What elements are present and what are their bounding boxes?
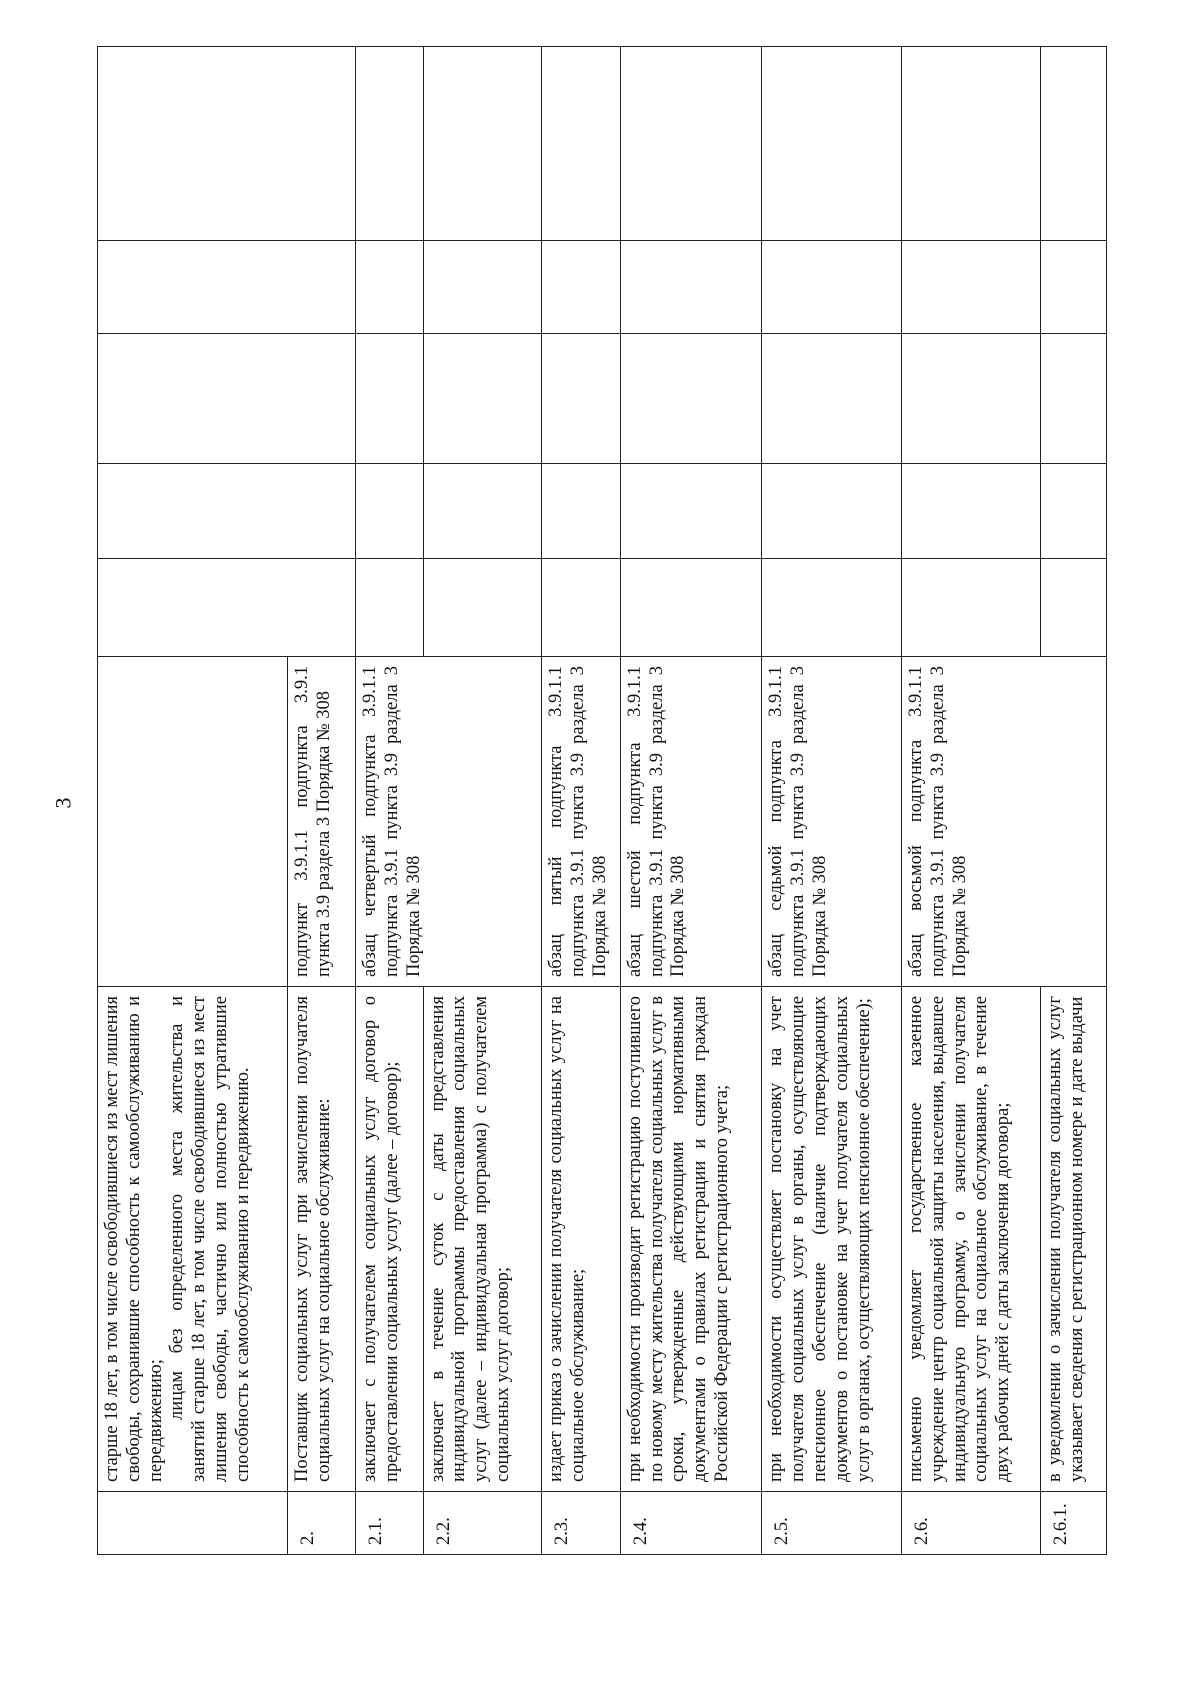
answer-cell bbox=[762, 464, 902, 559]
answer-cell bbox=[1041, 334, 1107, 464]
answer-cell bbox=[620, 334, 762, 464]
answer-cell bbox=[901, 464, 1041, 559]
row-number: 2.6. bbox=[901, 1492, 1041, 1555]
requirement-text bbox=[288, 987, 356, 1492]
row-number: 2.5. bbox=[762, 1492, 902, 1555]
answer-cell bbox=[541, 464, 620, 559]
reference-cell bbox=[620, 657, 762, 987]
requirement-paragraph: заключает с получателем социальных услуг договор о предоставлении социальных услуг (далее – договор); bbox=[359, 996, 402, 1482]
reference-text: абзац четвертый подпункта 3.9.1.1 подпункта 3.9.1 пункта 3.9 раздела 3 Порядка № 308 bbox=[359, 666, 424, 977]
answer-cell bbox=[901, 241, 1041, 334]
reference-cell bbox=[541, 657, 620, 987]
answer-cell bbox=[355, 241, 423, 334]
requirement-text bbox=[423, 987, 541, 1492]
reference-cell bbox=[355, 657, 541, 987]
answer-cell bbox=[762, 241, 902, 334]
answer-cell bbox=[620, 241, 762, 334]
row-number: 2.1. bbox=[355, 1492, 423, 1555]
requirement-text bbox=[541, 987, 620, 1492]
notes-cell bbox=[98, 47, 356, 241]
row-number: 2.6.1. bbox=[1041, 1492, 1107, 1555]
answer-cell bbox=[541, 559, 620, 657]
table-row bbox=[901, 47, 1041, 1555]
row-number bbox=[98, 1492, 288, 1555]
notes-cell bbox=[423, 47, 541, 241]
answer-cell bbox=[423, 559, 541, 657]
table-row bbox=[355, 47, 423, 1555]
answer-cell bbox=[423, 334, 541, 464]
notes-cell bbox=[1041, 47, 1107, 241]
reference-cell bbox=[288, 657, 356, 987]
answer-cell bbox=[355, 334, 423, 464]
answer-cell bbox=[762, 334, 902, 464]
table-row bbox=[762, 47, 902, 1555]
requirement-paragraph: издает приказ о зачислении получателя социальных услуг на социальное обслуживание; bbox=[545, 996, 588, 1482]
answer-cell bbox=[762, 559, 902, 657]
requirement-text bbox=[620, 987, 762, 1492]
answer-cell bbox=[1041, 241, 1107, 334]
answer-cell bbox=[901, 559, 1041, 657]
row-number: 2. bbox=[288, 1492, 356, 1555]
checklist-table bbox=[97, 46, 1107, 1555]
answer-cell bbox=[355, 559, 423, 657]
answer-cell bbox=[98, 241, 356, 334]
answer-cell bbox=[1041, 464, 1107, 559]
requirement-paragraph: при необходимости производит регистрацию поступившего по новому месту жительства получателя социальных услуг в сроки, утвержденные действующими нормативными документами о правилах регистрации и снятия граждан Российской Федерации с регистрационного учета; bbox=[624, 996, 732, 1482]
answer-cell bbox=[423, 464, 541, 559]
requirement-paragraph: при необходимости осуществляет постановку на учет получателя социальных услуг в органы, осуществляющие пенсионное обеспечение (наличие подтверждающих документов о постановке на учет получателя социальных услуг в органах, осуществляющих пенсионное обеспечение); bbox=[766, 996, 874, 1482]
reference-cell bbox=[762, 657, 902, 987]
answer-cell bbox=[541, 241, 620, 334]
requirement-paragraph: лицам без определенного места жительства и занятий старше 18 лет, в том числе освободившиеся из мест лишения свободы, частично или полностью утратившие способность к самообслуживанию и передвижению. bbox=[167, 996, 253, 1482]
requirement-paragraph: старше 18 лет, в том числе освободившиеся из мест лишения свободы, сохранившие способность к самообслуживанию и передвижению; bbox=[102, 996, 166, 1482]
answer-cell bbox=[620, 464, 762, 559]
requirement-paragraph: заключает в течение суток с даты представления индивидуальной программы предоставления социальных услуг (далее – индивидуальная программа) с получателем социальных услуг договор; bbox=[427, 996, 514, 1482]
row-number: 2.4. bbox=[620, 1492, 762, 1555]
rotated-page-content bbox=[97, 47, 1107, 1555]
requirement-text bbox=[98, 987, 288, 1492]
notes-cell bbox=[762, 47, 902, 241]
notes-cell bbox=[901, 47, 1041, 241]
row-number: 2.3. bbox=[541, 1492, 620, 1555]
notes-cell bbox=[541, 47, 620, 241]
table-row bbox=[98, 47, 288, 1555]
requirement-paragraph: Поставщик социальных услуг при зачислении получателя социальных услуг на социальное обслуживание: bbox=[292, 996, 335, 1482]
page-number: 3 bbox=[50, 797, 76, 809]
answer-cell bbox=[620, 559, 762, 657]
answer-cell bbox=[98, 464, 356, 559]
notes-cell bbox=[355, 47, 423, 241]
reference-text: абзац седьмой подпункта 3.9.1.1 подпункта 3.9.1 пункта 3.9 раздела 3 Порядка № 308 bbox=[766, 666, 830, 977]
notes-cell bbox=[620, 47, 762, 241]
answer-cell bbox=[901, 334, 1041, 464]
row-number: 2.2. bbox=[423, 1492, 541, 1555]
answer-cell bbox=[423, 241, 541, 334]
table-row bbox=[541, 47, 620, 1555]
reference-cell bbox=[901, 657, 1106, 987]
reference-text: абзац восьмой подпункта 3.9.1.1 подпункта 3.9.1 пункта 3.9 раздела 3 Порядка № 308 bbox=[905, 666, 970, 977]
answer-cell bbox=[541, 334, 620, 464]
answer-cell bbox=[355, 464, 423, 559]
table-row bbox=[620, 47, 762, 1555]
requirement-text bbox=[901, 987, 1041, 1492]
requirement-text bbox=[762, 987, 902, 1492]
answer-cell bbox=[98, 559, 356, 657]
reference-text: абзац пятый подпункта 3.9.1.1 подпункта 3.9.1 пункта 3.9 раздела 3 Порядка № 308 bbox=[545, 666, 610, 977]
requirement-paragraph: письменно уведомляет государственное казенное учреждение центр социальной защиты населения, выдавшее индивидуальную программу, о зачислении получателя социальных услуг на социальное обслуживание, в течение двух рабочих дней с даты заключения договора; bbox=[905, 996, 1014, 1482]
requirement-text bbox=[355, 987, 423, 1492]
reference-text: абзац шестой подпункта 3.9.1.1 подпункта 3.9.1 пункта 3.9 раздела 3 Порядка № 308 bbox=[624, 666, 689, 977]
answer-cell bbox=[98, 334, 356, 464]
requirement-text bbox=[1041, 987, 1107, 1492]
answer-cell bbox=[1041, 559, 1107, 657]
reference-cell bbox=[98, 657, 288, 987]
reference-text: подпункт 3.9.1.1 подпункта 3.9.1 пункта 3.9 раздела 3 Порядка № 308 bbox=[292, 666, 335, 977]
requirement-paragraph: в уведомлении о зачислении получателя социальных услуг указывает сведения с регистрационном номере и дате выдачи bbox=[1045, 996, 1088, 1482]
